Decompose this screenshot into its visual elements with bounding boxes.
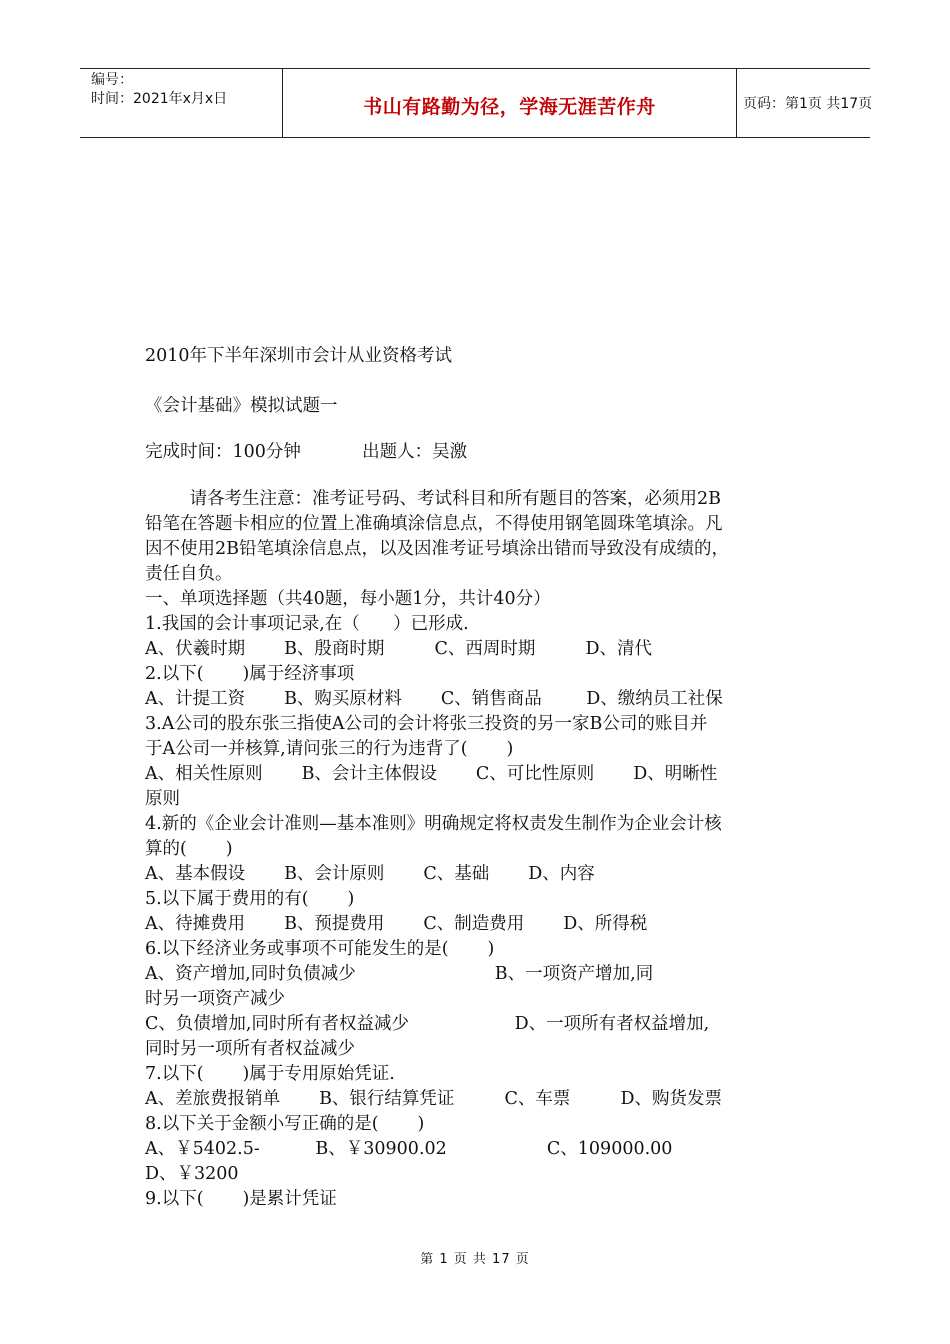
options-line: A、￥5402.5- B、￥30900.02 C、109000.00 bbox=[145, 1139, 673, 1159]
options-line: A、资产增加,同时负债减少 B、一项资产增加,同 bbox=[145, 964, 654, 984]
options-line: A、基本假设 B、会计原则 C、基础 D、内容 bbox=[145, 864, 595, 884]
question-line: 5.以下属于费用的有( ) bbox=[145, 889, 355, 909]
notice-line: 铅笔在答题卡相应的位置上准确填涂信息点，不得使用钢笔圆珠笔填涂。凡 bbox=[145, 514, 723, 534]
options-line: A、待摊费用 B、预提费用 C、制造费用 D、所得税 bbox=[145, 914, 648, 934]
options-line: A、相关性原则 B、会计主体假设 C、可比性原则 D、明晰性 bbox=[145, 764, 718, 784]
question-line: 算的( ) bbox=[145, 839, 233, 859]
notice-line: 请各考生注意：准考证号码、考试科目和所有题目的答案，必须用2B bbox=[145, 489, 721, 509]
question-line: 3.A公司的股东张三指使A公司的会计将张三投资的另一家B公司的账目并 bbox=[145, 714, 708, 734]
question-line: 2.以下( )属于经济事项 bbox=[145, 664, 355, 684]
date-label: 时间：2021年x月x日 bbox=[91, 91, 228, 107]
options-line: A、差旅费报销单 B、银行结算凭证 C、车票 D、购货发票 bbox=[145, 1089, 722, 1109]
options-line: 时另一项资产减少 bbox=[145, 989, 285, 1009]
page-info: 页码：第1页 共17页 bbox=[743, 96, 873, 112]
notice-line: 责任自负。 bbox=[145, 564, 233, 584]
header-motto-cell bbox=[283, 69, 737, 137]
header-page-cell bbox=[737, 69, 873, 137]
doc-title: 2010年下半年深圳市会计从业资格考试 bbox=[145, 346, 453, 366]
serial-label: 编号： bbox=[91, 72, 133, 88]
question-line: 8.以下关于金额小写正确的是( ) bbox=[145, 1114, 425, 1134]
options-line: C、负债增加,同时所有者权益减少 D、一项所有者权益增加, bbox=[145, 1014, 710, 1034]
motto: 书山有路勤为径，学海无涯苦作舟 bbox=[363, 96, 656, 118]
question-line: 4.新的《企业会计准则—基本准则》明确规定将权责发生制作为企业会计核 bbox=[145, 814, 722, 834]
page-footer: 第 1 页 共 17 页 bbox=[420, 1252, 530, 1267]
question-line: 1.我国的会计事项记录,在（ ）已形成. bbox=[145, 614, 469, 634]
header-left-cell bbox=[80, 69, 283, 137]
section-heading: 一、单项选择题（共40题，每小题1分，共计40分） bbox=[145, 589, 551, 609]
doc-meta: 完成时间：100分钟 出题人：吴激 bbox=[145, 442, 468, 462]
question-line: 6.以下经济业务或事项不可能发生的是( ) bbox=[145, 939, 495, 959]
doc-subtitle: 《会计基础》模拟试题一 bbox=[145, 396, 338, 416]
question-line: 于A公司一并核算,请问张三的行为违背了( ) bbox=[145, 739, 514, 759]
options-line: A、计提工资 B、购买原材料 C、销售商品 D、缴纳员工社保 bbox=[145, 689, 723, 709]
options-line: 同时另一项所有者权益减少 bbox=[145, 1039, 355, 1059]
options-line: D、￥3200 bbox=[145, 1164, 239, 1184]
question-line: 9.以下( )是累计凭证 bbox=[145, 1189, 337, 1209]
page-header bbox=[80, 68, 873, 138]
options-line: 原则 bbox=[145, 789, 180, 809]
options-line: A、伏羲时期 B、殷商时期 C、西周时期 D、清代 bbox=[145, 639, 652, 659]
notice-line: 因不使用2B铅笔填涂信息点，以及因准考证号填涂出错而导致没有成绩的， bbox=[145, 539, 729, 559]
question-line: 7.以下( )属于专用原始凭证. bbox=[145, 1064, 395, 1084]
